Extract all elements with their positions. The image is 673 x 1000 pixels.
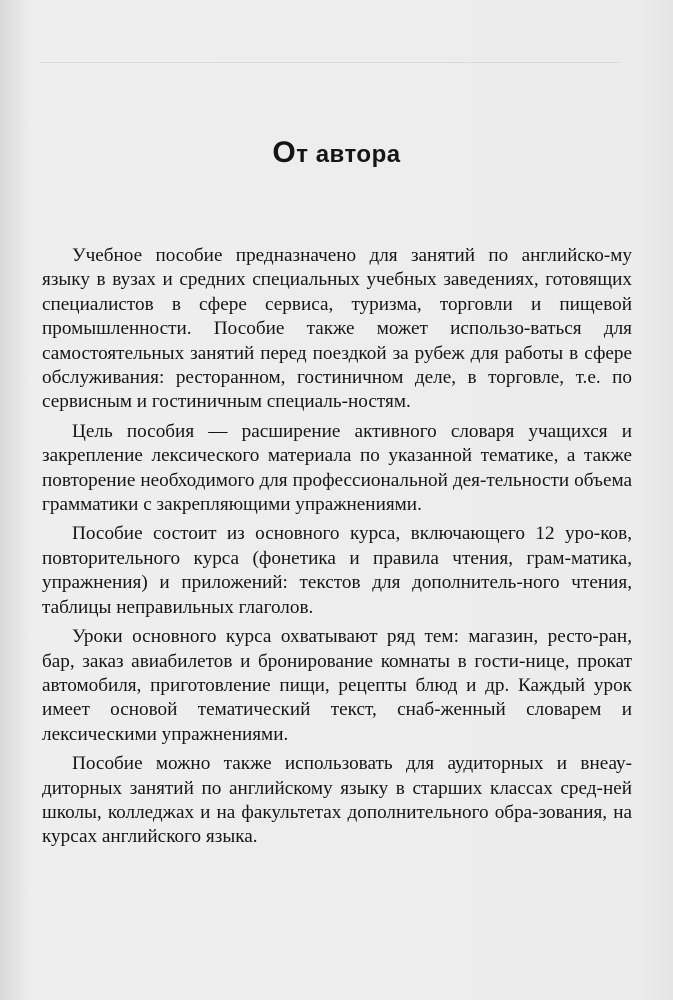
bleed-through-rule bbox=[40, 62, 620, 69]
paragraph-usage: Пособие можно также использовать для аудиторных и внеау-диторных занятий по английскому языку в старших классах сред-ней школы, колледжах и на факультетах дополнительного обра-зования, на курсах английского языка. bbox=[42, 753, 632, 848]
title-initial: О bbox=[272, 136, 297, 169]
body-text bbox=[42, 244, 632, 855]
page-title bbox=[0, 136, 673, 170]
paragraph-purpose: Учебное пособие предназначено для занятий по английско-му языку в вузах и средних специальных учебных заведениях, готовящих специалистов в сфере сервиса, туризма, торговли и пищевой промышленности. Пособие также может использо-ваться для самостоятельных занятий перед поездкой за рубеж для работы в сфере обслуживания: ресторанном, гостиничном деле, в торговле, т.е. по сервисным и гостиничным специаль-ностям. bbox=[42, 245, 632, 413]
title-rest: т автора bbox=[296, 141, 401, 168]
paragraph-goal: Цель пособия — расширение активного словаря учащихся и закрепление лексического материала по указанной тематике, а также повторение необходимого для профессиональной дея-тельности объема грамматики с закрепляющими упражнениями. bbox=[42, 420, 632, 516]
paragraph-topics: Уроки основного курса охватывают ряд тем: магазин, ресто-ран, бар, заказ авиабилетов и бронирование комнаты в гости-нице, прокат автомобиля, приготовление пищи, рецепты блюд и др. Каждый урок имеет основой тематический текст, снаб-женный словарем и лексическими упражнениями. bbox=[42, 626, 632, 745]
paragraph-structure: Пособие состоит из основного курса, включающего 12 уро-ков, повторительного курса (фонетика и правила чтения, грам-матика, упражнения) и приложений: текстов для дополнитель-ного чтения, таблицы неправильных глаголов. bbox=[42, 523, 632, 618]
